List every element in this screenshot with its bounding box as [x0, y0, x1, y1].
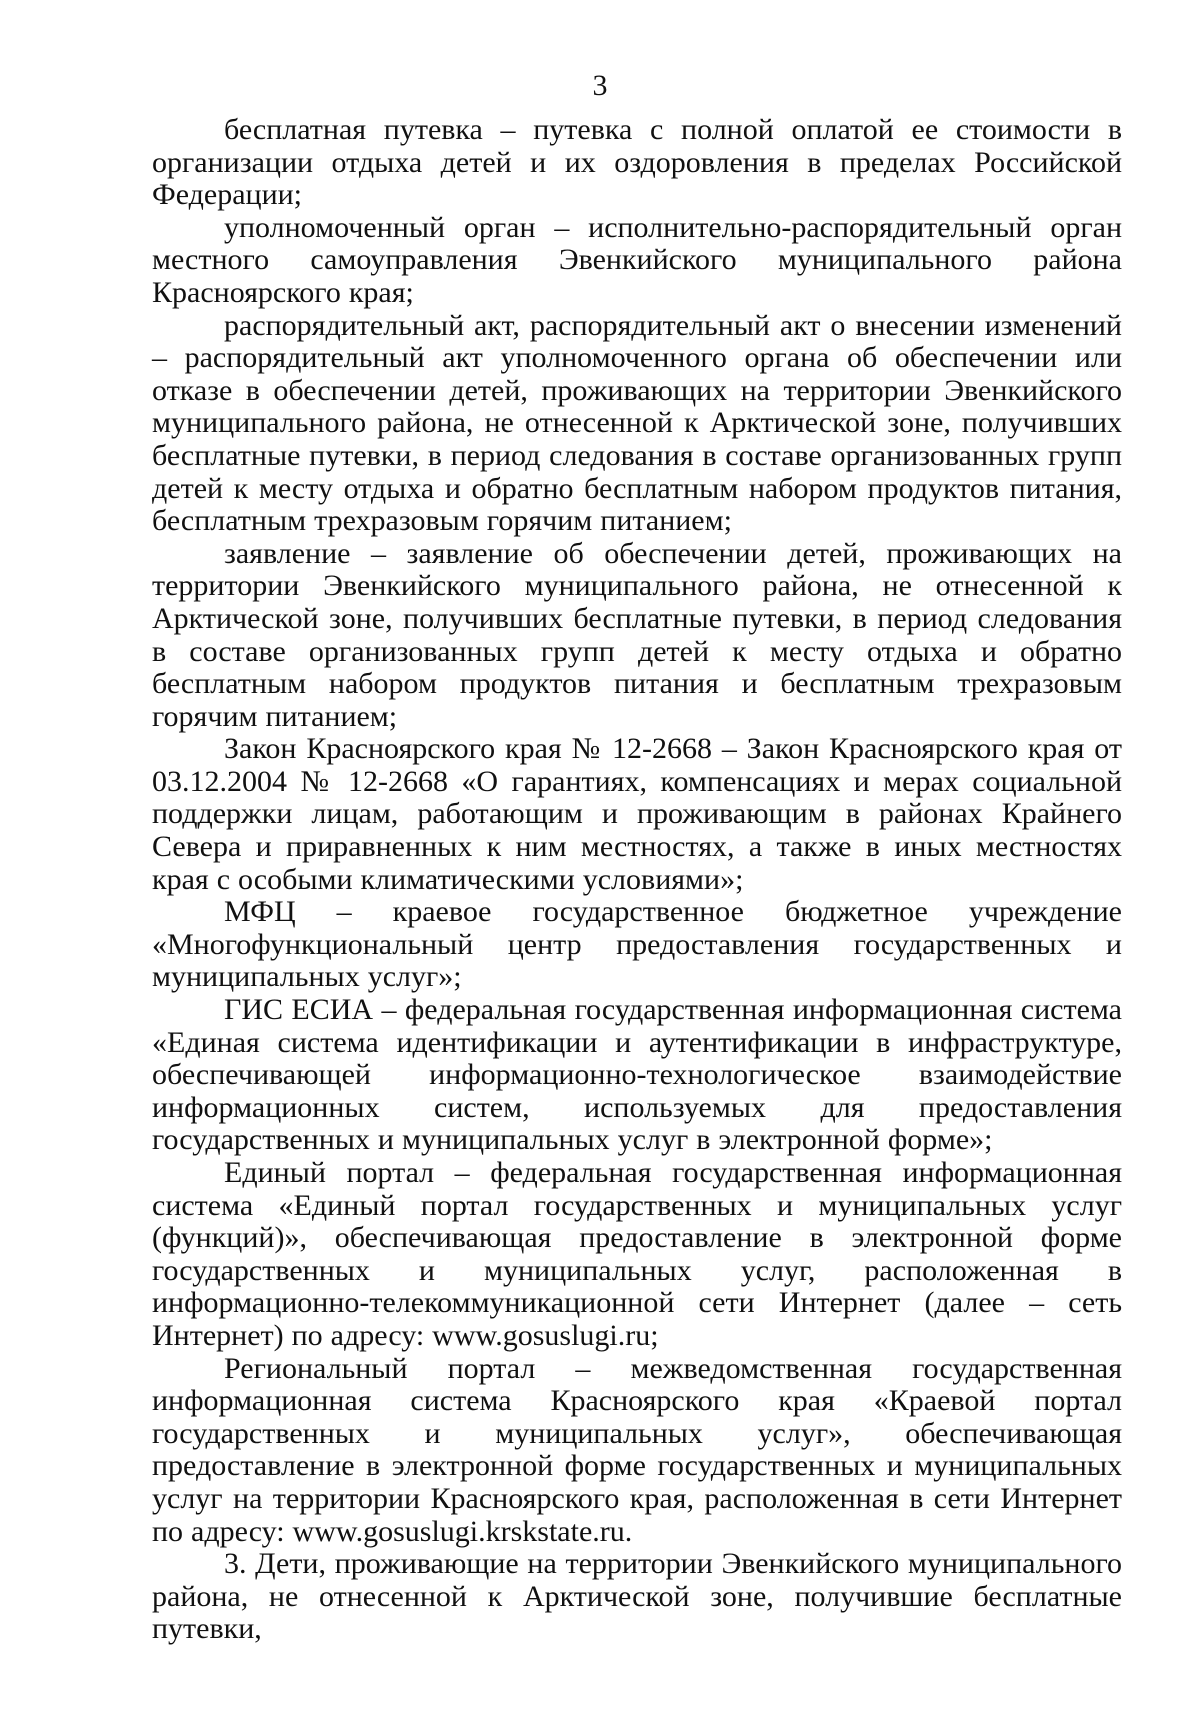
paragraph-mfc-definition: МФЦ – краевое государственное бюджетное учреждение «Многофункциональный центр предоставления государственных и муниципальных услуг»;: [152, 895, 1122, 994]
page-number: 3: [592, 69, 608, 102]
paragraph-application-definition: заявление – заявление об обеспечении детей, проживающих на территории Эвенкийского муниципального района, не отнесенной к Арктической зоне, получивших бесплатные путевки, в период следования в составе организованных групп детей к месту отдыха и обратно бесплатным набором продуктов питания и бесплатным трехразовым горячим питанием;: [152, 536, 1122, 733]
paragraph-administrative-act-definition: распорядительный акт, распорядительный акт о внесении изменений – распорядительный акт уполномоченного органа об обеспечении или отказе в обеспечении детей, проживающих на территории Эвенкийского муниципального района, не отнесенной к Арктической зоне, получивших бесплатные путевки, в период следования в составе организованных групп детей к месту отдыха и обратно бесплатным набором продуктов питания, бесплатным трехразовым горячим питанием;: [152, 308, 1122, 538]
paragraph-regional-portal-definition: Региональный портал – межведомственная государственная информационная система Красноярского края «Краевой портал государственных и муниципальных услуг», обеспечивающая предоставление в электронной форме государственных и муниципальных услуг на территории Красноярского края, расположенная в сети Интернет по адресу: www.gosuslugi.krskstate.ru.: [152, 1351, 1122, 1548]
paragraph-free-voucher-definition: бесплатная путевка – путевка с полной оплатой ее стоимости в организации отдыха детей и их оздоровления в пределах Российской Федерации;: [152, 113, 1122, 212]
paragraph-unified-portal-definition: Единый портал – федеральная государственная информационная система «Единый портал государственных и муниципальных услуг (функций)», обеспечивающая предоставление в электронной форме государственных и муниципальных услуг, расположенная в информационно-телекоммуникационной сети Интернет (далее – сеть Интернет) по адресу: www.gosuslugi.ru;: [152, 1156, 1122, 1352]
paragraph-section-3-start: 3. Дети, проживающие на территории Эвенкийского муниципального района, не отнесенной к Арктической зоне, получившие бесплатные путевки,: [152, 1547, 1122, 1646]
paragraph-regional-law-definition: Закон Красноярского края № 12-2668 – Закон Красноярского края от 03.12.2004 № 12-2668 «О гарантиях, компенсациях и мерах социальной поддержки лицам, работающим и проживающим в районах Крайнего Севера и приравненных к ним местностях, а также в иных местностях края с особыми климатическими условиями»;: [152, 732, 1122, 896]
paragraph-gis-esia-definition: ГИС ЕСИА – федеральная государственная информационная система «Единая система идентификации и аутентификации в инфраструктуре, обеспечивающей информационно-технологическое взаимодействие информационных систем, используемых для предоставления государственных и муниципальных услуг в электронной форме»;: [152, 993, 1122, 1157]
paragraph-authorized-body-definition: уполномоченный орган – исполнительно-распорядительный орган местного самоуправления Эвенкийского муниципального района Красноярского края;: [152, 210, 1122, 309]
document-body: [152, 114, 1122, 1646]
